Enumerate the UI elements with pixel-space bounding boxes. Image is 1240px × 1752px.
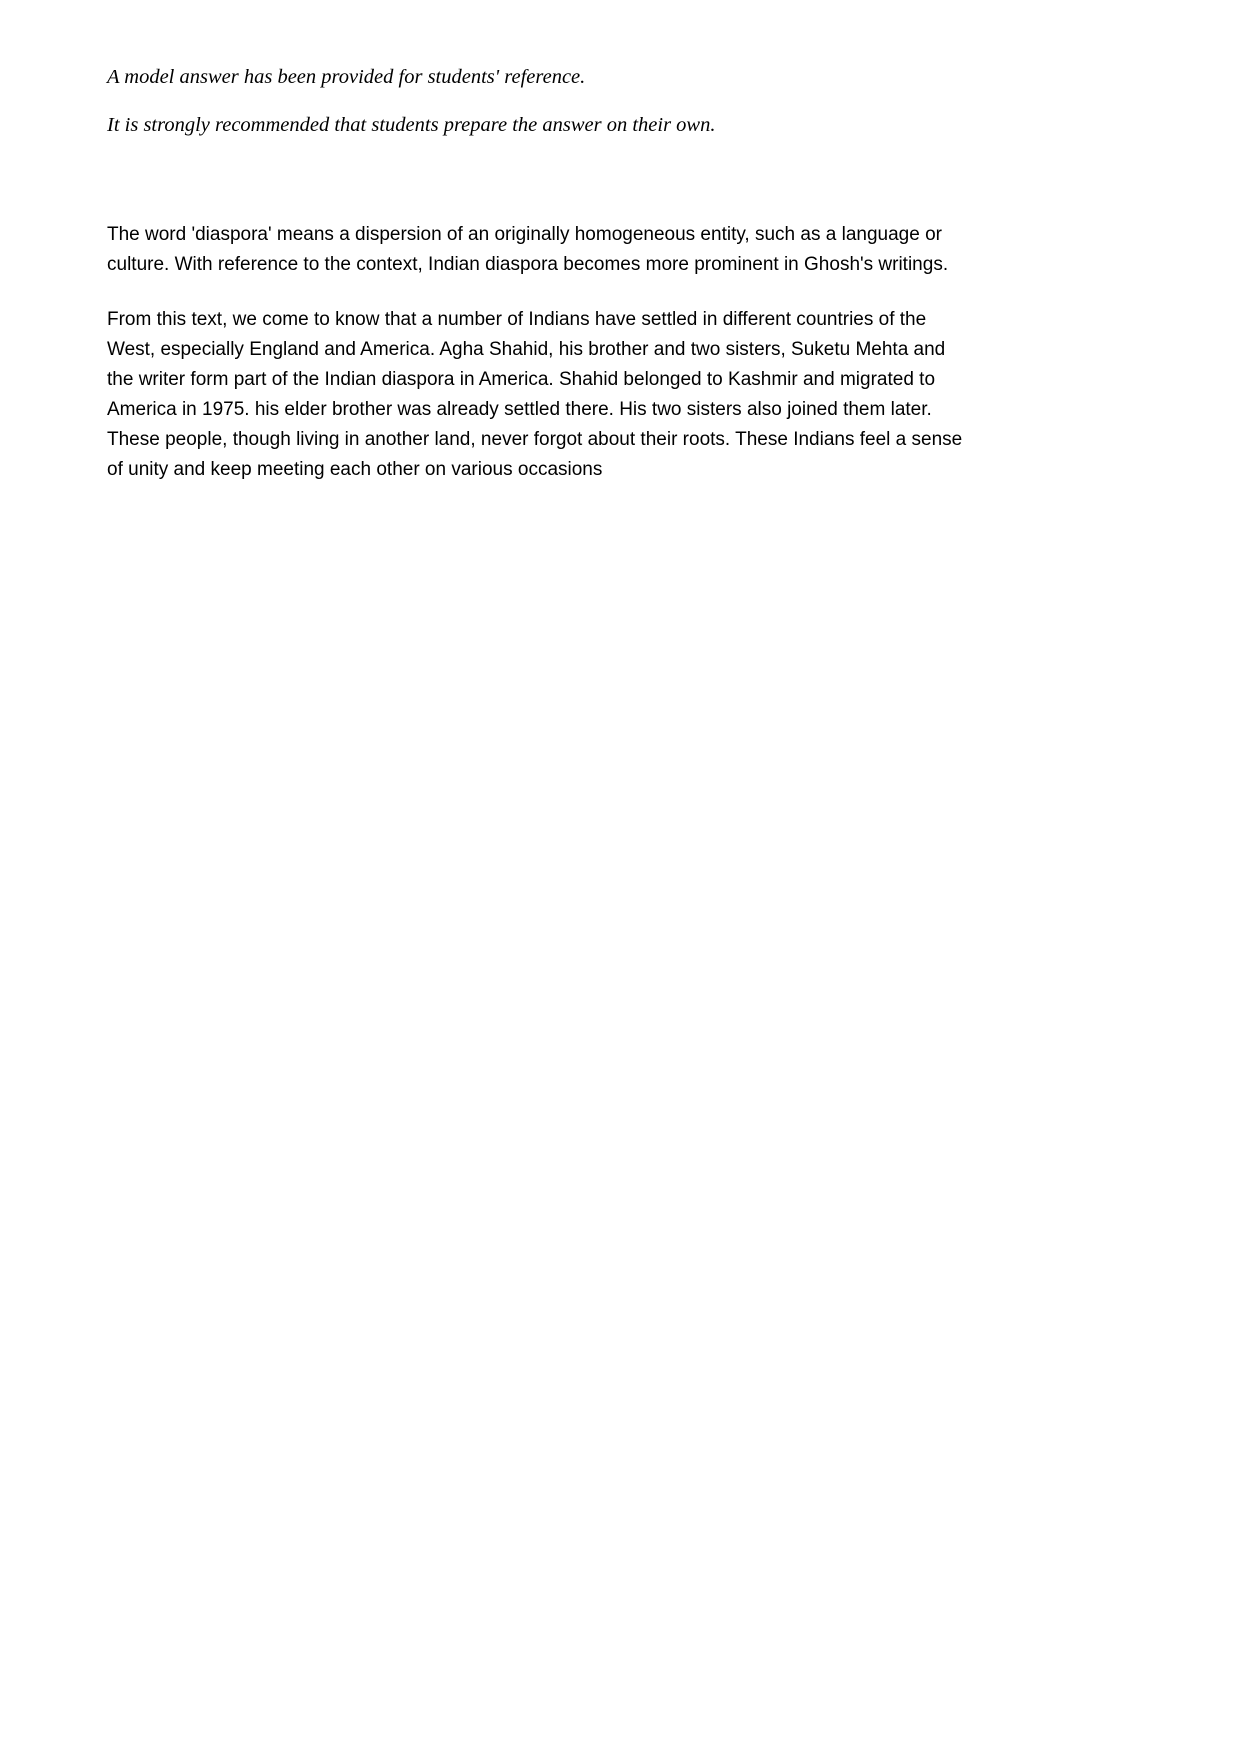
text-line: West, especially England and America. Agha Shahid, his brother and two sisters, Suketu Mehta and <box>107 339 946 360</box>
text-line: of unity and keep meeting each other on various occasions <box>107 459 603 480</box>
text-line: From this text, we come to know that a number of Indians have settled in different countries of the <box>107 309 927 330</box>
model-answer-body <box>107 220 962 485</box>
text-line: These people, though living in another land, never forgot about their roots. These Indians feel a sense <box>107 429 963 450</box>
text-line: the writer form part of the Indian diaspora in America. Shahid belonged to Kashmir and migrated to <box>107 369 936 390</box>
notice-line: It is strongly recommended that students prepare the answer on their own. <box>107 114 716 136</box>
text-line: America in 1975. his elder brother was already settled there. His two sisters also joined them later. <box>107 399 932 420</box>
paragraph-diaspora-details <box>107 305 962 485</box>
reference-notice <box>107 62 715 158</box>
text-line: culture. With reference to the context, Indian diaspora becomes more prominent in Ghosh's writings. <box>107 254 949 275</box>
paragraph-diaspora-definition <box>107 220 962 280</box>
notice-line: A model answer has been provided for students' reference. <box>107 66 586 88</box>
text-line: The word 'diaspora' means a dispersion of an originally homogeneous entity, such as a language or <box>107 224 942 245</box>
